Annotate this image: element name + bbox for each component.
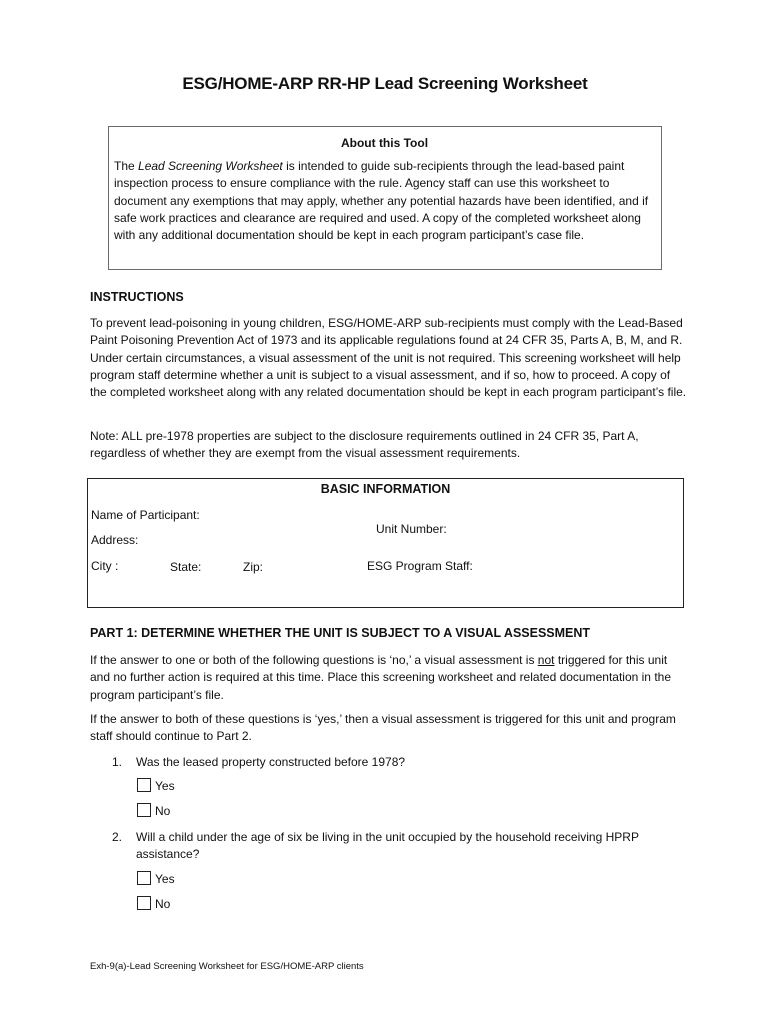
part1-para1-post: triggered for this unit and no further action is required at this time. Place this screening worksheet and related documentation in the program participant’s file. <box>90 653 671 702</box>
question-1-no-label: No <box>155 804 171 818</box>
part1-paragraph-no <box>90 652 690 704</box>
unit-number-field[interactable]: Unit Number: <box>376 522 447 536</box>
question-2-no-checkbox[interactable] <box>137 896 151 910</box>
address-field[interactable]: Address: <box>91 533 139 547</box>
about-intro: The <box>114 159 139 173</box>
instructions-paragraph: To prevent lead-poisoning in young children, ESG/HOME-ARP sub-recipients must comply with the Lead-Based Paint Poisoning Prevention Act of 1973 and its applicable regulations found at 24 CFR 35, Parts A, B, M, and R. Under certain circumstances, a visual assessment of the unit is not required. This screening worksheet will help program staff determine whether a unit is subject to a visual assessment, and if so, how to proceed. A copy of the completed worksheet along with any related documentation should be kept in each program participant’s file. <box>90 316 687 400</box>
question-2 <box>112 829 672 864</box>
part1-heading: PART 1: DETERMINE WHETHER THE UNIT IS SUBJECT TO A VISUAL ASSESSMENT <box>90 626 591 640</box>
about-tool-text <box>114 158 655 244</box>
question-2-number: 2. <box>112 830 123 844</box>
city-field[interactable]: City : <box>91 559 119 573</box>
zip-field[interactable]: Zip: <box>243 560 264 574</box>
question-1-yes-label: Yes <box>155 779 175 793</box>
about-body: is intended to guide sub-recipients through the lead-based paint inspection process to ensure compliance with the rule. Agency staff can use this worksheet to document any exemptions that may apply, whether any potential hazards have been identified, and if safe work practices and clearance are required and used. A copy of the completed worksheet along with any additional documentation should be kept in each program participant’s case file. <box>114 159 649 243</box>
question-1-yes-checkbox[interactable] <box>137 778 151 792</box>
state-field[interactable]: State: <box>170 560 202 574</box>
question-1-text: Was the leased property constructed before 1978? <box>136 755 406 769</box>
basic-information-heading: BASIC INFORMATION <box>320 482 451 496</box>
instructions-heading: INSTRUCTIONS <box>90 290 184 304</box>
participant-name-field[interactable]: Name of Participant: <box>91 508 200 522</box>
question-2-yes-checkbox[interactable] <box>137 871 151 885</box>
part1-paragraph-yes: If the answer to both of these questions is ‘yes,’ then a visual assessment is triggered for this unit and program staff should continue to Part 2. <box>90 712 676 744</box>
question-2-no-label: No <box>155 897 171 911</box>
part1-para1-emphasis: not <box>537 653 555 667</box>
question-2-text: Will a child under the age of six be living in the unit occupied by the household receiving HPRP assistance? <box>136 830 639 862</box>
esg-program-staff-field[interactable]: ESG Program Staff: <box>367 559 473 573</box>
disclosure-note: Note: ALL pre-1978 properties are subject to the disclosure requirements outlined in 24 CFR 35, Part A, regardless of whether they are exempt from the visual assessment requirements. <box>90 429 639 461</box>
basic-information-box <box>87 478 684 608</box>
page-footer: Exh-9(a)-Lead Screening Worksheet for ESG/HOME-ARP clients <box>90 961 364 972</box>
about-tool-name: Lead Screening Worksheet <box>138 159 283 173</box>
question-2-yes-label: Yes <box>155 872 175 886</box>
question-1 <box>112 754 672 771</box>
question-1-no-checkbox[interactable] <box>137 803 151 817</box>
part1-para1-pre: If the answer to one or both of the following questions is ‘no,’ a visual assessment is <box>90 653 538 667</box>
question-1-number: 1. <box>112 755 123 769</box>
about-tool-heading: About this Tool <box>340 136 429 150</box>
about-tool-box <box>108 126 662 270</box>
document-title: ESG/HOME-ARP RR-HP Lead Screening Worksheet <box>182 74 588 93</box>
